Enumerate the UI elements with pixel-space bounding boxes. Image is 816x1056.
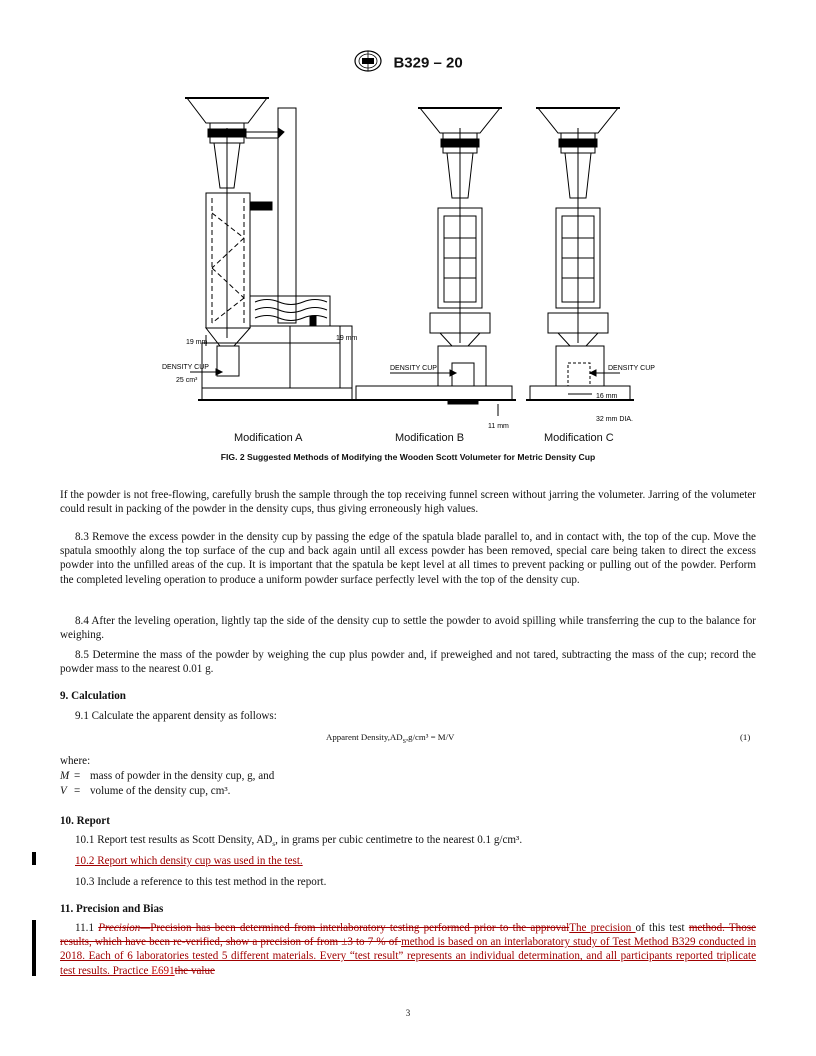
definition-v-text: volume of the density cup, cm³. <box>90 785 231 797</box>
inserted-text: method is based on an interlaboratory study of Test Method B329 conducted in 2018. Each of 6 laboratories tested 5 different materials. Every “test result” represents an individual determination, and all participants reported triplicate test results. Practice <box>60 936 756 977</box>
page-number: 3 <box>405 1008 411 1018</box>
figure-caption: FIG. 2 Suggested Methods of Modifying the Wooden Scott Volumeter for Metric Density Cup <box>220 452 596 462</box>
astm-logo <box>353 50 383 76</box>
label-c-16mm: 16 mm <box>596 393 618 400</box>
symbol-m: M <box>60 770 70 782</box>
equation-lhs: Apparent Density,AD <box>326 732 403 742</box>
heading-9-calculation: 9. Calculation <box>60 690 126 702</box>
heading-10-report: 10. Report <box>60 815 110 827</box>
modification-b-label: Modification B <box>395 432 465 444</box>
modification-c-label: Modification C <box>544 432 614 444</box>
change-bar <box>32 920 36 976</box>
label-b-11mm: 11 mm <box>488 423 509 428</box>
change-bar <box>32 852 36 865</box>
paragraph-10-2: 10.2 Report which density cup was used in the test. <box>75 855 303 867</box>
definition-m-text: mass of powder in the density cup, g, and <box>90 770 275 782</box>
deleted-text: method. Those results, which have been re-verified, show a precision of from ±3 to 7 % of <box>60 922 757 949</box>
paragraph-9-1: 9.1 Calculate the apparent density as follows: <box>75 710 277 722</box>
e691-link[interactable]: E691 <box>151 964 175 977</box>
paragraph-10-1 <box>75 834 522 848</box>
definition-m: M = mass of powder in the density cup, g, and <box>60 770 275 782</box>
where-label: where: <box>60 755 91 767</box>
equation-number: (1) <box>740 732 751 742</box>
paragraph-intro: If the powder is not free-flowing, carefully brush the sample through the top receiving funnel screen without jarring the volumeter. Jarring of the volumeter could result in packing of the powder in the density cups, thus giving erroneously high values. <box>60 489 756 516</box>
equation-1 <box>326 732 454 745</box>
equation-subscript: S <box>402 738 406 745</box>
modification-c-drawing <box>526 108 634 400</box>
label-a-19mm: 19 mm <box>186 339 208 346</box>
paragraph-11-1-number: 11.1 <box>75 922 99 934</box>
deleted-text: the value <box>174 964 215 977</box>
figure-2-diagram <box>150 88 670 428</box>
definition-v: V = volume of the density cup, cm³. <box>60 785 231 797</box>
paragraph-11-1-text: of this test <box>635 922 689 934</box>
paragraph-11-1 <box>60 921 756 978</box>
paragraph-8-3: 8.3 Remove the excess powder in the density cup by passing the edge of the spatula blade parallel to, and in contact with, the top of the cup. Move the spatula smoothly along the top surface of the cup and back again until all excess powder has been removed, special care being taken to direct the excess powder into the unfilled areas of the cup. It is important that the spatula be kept level at all times to prevent packing or pulling out of the powder. Perform the completed leveling operation to produce a uniform powder surface perfectly level with the top of the density cup. <box>60 531 756 586</box>
equation-rhs: ,g/cm³ = M/V <box>405 732 455 742</box>
deleted-text: Precision has been determined from interlaboratory testing performed prior to the approval <box>150 922 570 934</box>
paragraph-10-1-text: 10.1 Report test results as Scott Density, AD <box>75 834 273 846</box>
paragraph-8-5: 8.5 Determine the mass of the powder by weighing the cup plus powder and, if preweighed and not tared, subtracting the mass of the cup; record the powder mass to the nearest 0.01 g. <box>60 649 756 676</box>
paragraph-10-1-subscript: s <box>272 840 276 849</box>
deleted-text: Precision— <box>98 922 151 934</box>
label-b-density-cup: DENSITY CUP <box>390 365 437 372</box>
paragraph-10-3: 10.3 Include a reference to this test method in the report. <box>75 876 327 888</box>
heading-11-precision: 11. Precision and Bias <box>60 903 164 915</box>
label-c-32mm: 32 mm DIA. <box>596 416 633 423</box>
label-a-25cm3: 25 cm³ <box>176 377 198 384</box>
paragraph-10-1-tail: , in grams per cubic centimetre to the nearest 0.1 g/cm³. <box>275 834 523 846</box>
page-header <box>0 50 816 76</box>
document-id: B329 – 20 <box>393 54 463 72</box>
paragraph-8-4: 8.4 After the leveling operation, lightly tap the side of the density cup to settle the powder to avoid spilling while transferring the cup to the balance for weighing. <box>60 615 756 642</box>
label-a-density-cup: DENSITY CUP <box>162 364 209 371</box>
label-c-density-cup: DENSITY CUP <box>608 365 655 372</box>
label-b-19mm: 19 mm <box>336 335 358 342</box>
inserted-text: The precision <box>569 922 636 934</box>
modification-a-drawing <box>185 98 356 400</box>
modification-a-label: Modification A <box>234 432 303 444</box>
symbol-v: V <box>60 785 67 797</box>
